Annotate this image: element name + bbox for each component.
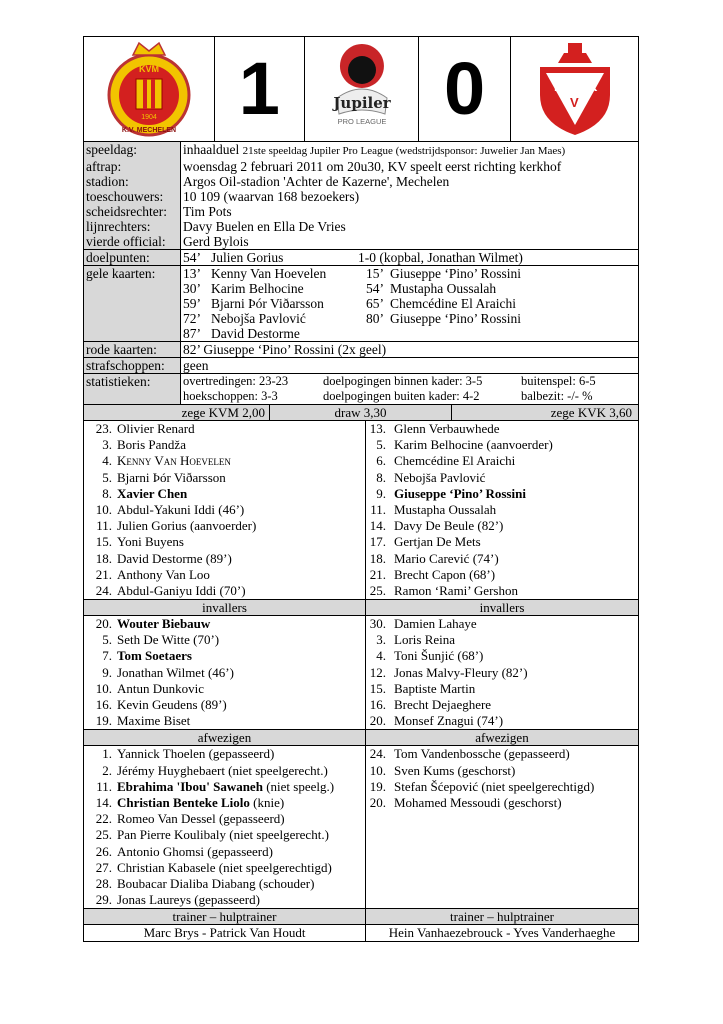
- card-player: Chemcédine El Araichi: [390, 296, 516, 311]
- speeldag-label: speeldag:: [84, 142, 181, 159]
- rode-kaarten-value: 82’ Giuseppe ‘Pino’ Rossini (2x geel): [181, 342, 639, 358]
- stat-balbezit: balbezit: -/- %: [521, 389, 593, 403]
- player-name: Yoni Buyens: [117, 534, 184, 550]
- player-number: 3.: [376, 632, 386, 648]
- player-number: 6.: [376, 453, 386, 469]
- card-minute: 80’: [366, 311, 384, 326]
- player-number: 4.: [376, 648, 386, 664]
- score-header: [84, 37, 638, 142]
- player-number: 19.: [369, 778, 386, 794]
- stat-hoekschoppen: hoekschoppen: 3-3: [183, 389, 278, 403]
- player-number: 24.: [95, 582, 112, 598]
- player-number: 14.: [95, 794, 112, 810]
- player-name: Abdul-Yakuni Iddi (46’): [117, 501, 245, 517]
- away-trainers: Hein Vanhaezebrouck - Yves Vanderhaeghe: [388, 925, 616, 941]
- absent-header: [84, 729, 638, 746]
- odds-draw: draw 3,30: [270, 405, 452, 420]
- player-number: 11.: [96, 518, 112, 534]
- player-row: [366, 616, 638, 632]
- yellow-card-entry: [183, 281, 358, 296]
- card-minute: 15’: [366, 266, 384, 281]
- player-row: [84, 502, 365, 518]
- yellow-card-entry: [358, 281, 558, 296]
- league-logo-text: Jupiler: [332, 94, 391, 112]
- player-number: 28.: [95, 875, 112, 891]
- player-row: [366, 632, 638, 648]
- gele-kaarten-label: gele kaarten:: [84, 266, 181, 342]
- card-player: David Destorme: [211, 326, 300, 341]
- player-row: [84, 453, 365, 469]
- odds-home: zege KVM 2,00: [84, 405, 270, 420]
- player-row: [366, 746, 638, 762]
- player-row: [366, 421, 638, 437]
- player-name: Kevin Geudens (89’): [117, 697, 227, 712]
- player-number: 9.: [376, 485, 386, 501]
- player-name: Tom Vandenbossche (gepasseerd): [394, 746, 570, 762]
- player-name: Abdul-Ganiyu Iddi (70’): [117, 582, 246, 598]
- card-minute: 87’: [183, 326, 201, 341]
- player-number: 20.: [369, 794, 386, 810]
- player-number: 8.: [102, 485, 112, 501]
- info-row-aftrap: [84, 159, 638, 174]
- player-name: Brecht Dejaeghere: [394, 697, 492, 712]
- yellow-card-entry: [183, 326, 358, 341]
- away-trainer-heading: trainer – hulptrainer: [366, 908, 638, 925]
- away-subs: [366, 616, 638, 729]
- player-row: [366, 681, 638, 697]
- player-row: [84, 665, 365, 681]
- player-number: 2.: [102, 762, 112, 778]
- card-player: Mustapha Oussalah: [390, 281, 497, 296]
- doelpunten-label: doelpunten:: [84, 250, 181, 266]
- home-crest-year: 1904: [140, 114, 157, 121]
- player-name: Mustapha Oussalah: [394, 501, 497, 517]
- home-trainer-heading: trainer – hulptrainer: [84, 908, 366, 925]
- player-name: Boris Pandža: [117, 437, 186, 453]
- goal-description: 1-0 (kopbal, Jonathan Wilmet): [358, 250, 523, 265]
- player-name: Mohamed Messoudi (geschorst): [394, 794, 562, 810]
- player-row: [84, 844, 365, 860]
- player-name: Christian Kabasele (niet speelgerechtigd): [117, 859, 332, 875]
- player-number: 1.: [102, 746, 112, 762]
- card-player: Giuseppe ‘Pino’ Rossini: [390, 311, 521, 326]
- away-subs-heading: invallers: [366, 599, 638, 616]
- subs-section: [84, 616, 638, 729]
- player-name: Julien Gorius (aanvoerder): [117, 518, 257, 534]
- player-name: Loris Reina: [394, 632, 456, 648]
- player-number: 17.: [369, 534, 386, 550]
- player-row: [84, 713, 365, 729]
- away-crest-letter-3: V: [569, 95, 579, 110]
- player-name: Seth De Witte (70’): [117, 632, 220, 648]
- player-name: Wouter Biebauw: [117, 616, 211, 632]
- player-number: 13.: [369, 421, 386, 436]
- player-row: [84, 892, 365, 908]
- info-row-vierde-official: [84, 234, 638, 250]
- away-starters: [366, 421, 638, 599]
- home-trainers: Marc Brys - Patrick Van Houdt: [84, 925, 366, 941]
- player-name: Stefan Šćepović (niet speelgerechtigd): [394, 778, 595, 794]
- trainer-section: [84, 925, 638, 941]
- speeldag-value: inhaalduel: [183, 142, 240, 157]
- away-crest-letter-2: K: [587, 79, 598, 94]
- player-row: [84, 876, 365, 892]
- player-name: Damien Lahaye: [394, 616, 477, 632]
- card-minute: 65’: [366, 296, 384, 311]
- player-name: Bjarni Þór Viðarsson: [117, 469, 226, 485]
- info-row-statistieken: [84, 374, 638, 405]
- strafschoppen-value: geen: [181, 358, 639, 374]
- player-name: Monsef Znagui (74’): [394, 713, 504, 729]
- yellow-card-entry: [358, 311, 558, 326]
- yellow-card-entry: [183, 266, 358, 281]
- info-row-toeschouwers: [84, 189, 638, 204]
- player-name: Davy De Beule (82’): [394, 518, 504, 534]
- card-minute: 54’: [366, 281, 384, 296]
- player-number: 11.: [370, 501, 386, 517]
- player-number: 25.: [95, 827, 112, 843]
- home-crest-letters: KVM: [138, 64, 159, 74]
- player-number: 10.: [369, 762, 386, 778]
- player-row: [84, 795, 365, 811]
- stats-row-1: [183, 374, 636, 389]
- speeldag-extra: 21ste speeldag Jupiler Pro League (wedstrijdsponsor: Juwelier Jan Maes): [242, 145, 566, 157]
- player-name: Jérémy Huyghebaert (niet speelgerecht.): [117, 762, 328, 778]
- player-name: Jonas Laureys (gepasseerd): [117, 892, 260, 908]
- player-note: (knie): [249, 794, 285, 810]
- stat-overtredingen: overtredingen: 23-23: [183, 374, 289, 388]
- yellow-card-entry: [358, 296, 558, 311]
- stat-buiten-kader: doelpogingen buiten kader: 4-2: [323, 389, 480, 403]
- info-row-doelpunten: [84, 250, 638, 266]
- vierde-official-value: Gerd Bylois: [183, 234, 249, 249]
- player-number: 16.: [95, 697, 112, 712]
- player-name: Romeo Van Dessel (gepasseerd): [117, 811, 285, 827]
- match-sheet: [83, 36, 639, 942]
- player-row: [84, 583, 365, 599]
- card-minute: 72’: [183, 311, 201, 326]
- player-row: [366, 665, 638, 681]
- player-number: 27.: [95, 859, 112, 875]
- card-player: Karim Belhocine: [211, 281, 304, 296]
- strafschoppen-label: strafschoppen:: [84, 358, 181, 374]
- away-absent: [366, 746, 638, 908]
- player-note: (niet speelg.): [262, 778, 335, 794]
- player-row: [366, 437, 638, 453]
- match-info-table: [84, 142, 638, 404]
- player-row: [84, 486, 365, 502]
- info-row-stadion: [84, 174, 638, 189]
- player-number: 23.: [95, 421, 112, 436]
- home-starters: [84, 421, 366, 599]
- player-row: [366, 827, 638, 843]
- player-number: 5.: [376, 437, 386, 453]
- player-number: 15.: [95, 534, 112, 550]
- lijnrechters-label: lijnrechters:: [84, 219, 181, 234]
- player-row: [84, 616, 365, 632]
- player-row: [366, 567, 638, 583]
- player-name: Sven Kums (geschorst): [394, 762, 516, 778]
- player-number: 20.: [95, 616, 112, 632]
- player-row: [84, 421, 365, 437]
- player-number: 22.: [95, 811, 112, 827]
- home-absent-heading: afwezigen: [84, 729, 366, 746]
- player-row: [84, 811, 365, 827]
- player-number: 21.: [95, 566, 112, 582]
- player-number: 4.: [102, 453, 112, 469]
- card-player: Nebojša Pavlović: [211, 311, 306, 326]
- player-row: [366, 795, 638, 811]
- goal-scorer: Julien Gorius: [211, 250, 284, 265]
- home-score-cell: [215, 37, 306, 141]
- player-row: [84, 437, 365, 453]
- toeschouwers-label: toeschouwers:: [84, 189, 181, 204]
- player-name: Antun Dunkovic: [117, 680, 205, 696]
- player-name: Jonas Malvy-Fleury (82’): [394, 664, 528, 680]
- player-name: Maxime Biset: [117, 713, 191, 729]
- league-logo-sub: PRO LEAGUE: [337, 117, 386, 126]
- kv-kortrijk-crest: [511, 37, 638, 141]
- player-name: Ramon ‘Rami’ Gershon: [394, 582, 518, 598]
- goal-minute: 54’: [183, 250, 201, 265]
- home-absent: [84, 746, 366, 908]
- player-name: Kenny Van Hoevelen: [117, 453, 231, 469]
- player-number: 11.: [96, 778, 112, 794]
- player-row: [84, 827, 365, 843]
- player-row: [84, 534, 365, 550]
- yellow-cards-away: [358, 266, 558, 341]
- player-name: David Destorme (89’): [117, 550, 232, 566]
- info-row-scheidsrechter: [84, 204, 638, 219]
- player-row: [84, 470, 365, 486]
- home-score: 1: [238, 47, 280, 130]
- card-player: Bjarni Þór Viðarsson: [211, 296, 324, 311]
- scheidsrechter-value: Tim Pots: [183, 204, 232, 219]
- player-number: 16.: [369, 697, 386, 712]
- player-number: 10.: [95, 501, 112, 517]
- player-row: [366, 697, 638, 713]
- trainer-header: [84, 908, 638, 925]
- player-row: [84, 551, 365, 567]
- player-number: 15.: [369, 680, 386, 696]
- player-row: [84, 648, 365, 664]
- player-name: Giuseppe ‘Pino’ Rossini: [394, 485, 526, 501]
- player-number: 7.: [102, 648, 112, 664]
- player-row: [84, 632, 365, 648]
- player-name: Christian Benteke Liolo: [117, 794, 250, 810]
- info-row-lijnrechters: [84, 219, 638, 234]
- stat-binnen-kader: doelpogingen binnen kader: 3-5: [323, 374, 483, 388]
- player-row: [366, 518, 638, 534]
- absent-section: [84, 746, 638, 908]
- player-row: [366, 892, 638, 908]
- player-name: Boubacar Dialiba Diabang (schouder): [117, 875, 315, 891]
- home-crest-name: K.V. MECHELEN: [121, 127, 176, 134]
- player-row: [366, 860, 638, 876]
- player-number: 18.: [95, 550, 112, 566]
- player-name: Gertjan De Mets: [394, 534, 481, 550]
- jupiler-pro-league-logo: [305, 37, 419, 141]
- player-name: Pan Pierre Koulibaly (niet speelgerecht.): [117, 827, 329, 843]
- odds-away: zege KVK 3,60: [550, 405, 632, 420]
- player-number: 30.: [369, 616, 386, 632]
- player-row: [366, 534, 638, 550]
- away-score: 0: [444, 47, 486, 130]
- player-number: 14.: [369, 518, 386, 534]
- player-row: [366, 486, 638, 502]
- player-row: [366, 779, 638, 795]
- aftrap-label: aftrap:: [84, 159, 181, 174]
- player-row: [366, 844, 638, 860]
- player-number: 29.: [95, 892, 112, 908]
- away-absent-heading: afwezigen: [366, 729, 638, 746]
- player-name: Olivier Renard: [117, 421, 195, 436]
- player-row: [366, 502, 638, 518]
- info-row-speeldag: [84, 142, 638, 159]
- info-row-strafschoppen: [84, 358, 638, 374]
- player-name: Glenn Verbauwhede: [394, 421, 500, 436]
- toeschouwers-value: 10 109 (waarvan 168 bezoekers): [183, 189, 360, 204]
- statistieken-label: statistieken:: [84, 374, 181, 405]
- player-row: [366, 551, 638, 567]
- player-name: Brecht Capon (68’): [394, 566, 496, 582]
- player-row: [84, 518, 365, 534]
- player-name: Anthony Van Loo: [117, 566, 210, 582]
- player-row: [84, 860, 365, 876]
- player-row: [84, 697, 365, 713]
- player-number: 5.: [102, 469, 112, 485]
- player-row: [366, 648, 638, 664]
- stats-row-2: [183, 389, 636, 404]
- yellow-card-entry: [183, 296, 358, 311]
- yellow-cards-home: [183, 266, 358, 341]
- card-minute: 59’: [183, 296, 201, 311]
- player-name: Ebrahima 'Ibou' Sawaneh: [117, 778, 263, 794]
- player-number: 8.: [376, 469, 386, 485]
- player-row: [366, 876, 638, 892]
- card-player: Kenny Van Hoevelen: [211, 266, 327, 281]
- card-player: Giuseppe ‘Pino’ Rossini: [390, 266, 521, 281]
- player-name: Jonathan Wilmet (46’): [117, 664, 234, 680]
- player-number: 25.: [369, 582, 386, 598]
- player-name: Chemcédine El Araichi: [394, 453, 516, 469]
- player-number: 26.: [95, 843, 112, 859]
- rode-kaarten-label: rode kaarten:: [84, 342, 181, 358]
- away-score-cell: [419, 37, 512, 141]
- player-name: Xavier Chen: [117, 485, 188, 501]
- player-row: [84, 681, 365, 697]
- player-number: 12.: [369, 664, 386, 680]
- home-subs: [84, 616, 366, 729]
- stat-buitenspel: buitenspel: 6-5: [521, 374, 596, 388]
- kv-mechelen-crest: [84, 37, 215, 141]
- player-name: Toni Šunjić (68’): [394, 648, 484, 664]
- aftrap-value: woensdag 2 februari 2011 om 20u30, KV speelt eerst richting kerkhof: [183, 159, 562, 174]
- player-name: Tom Soetaers: [117, 648, 192, 664]
- player-row: [366, 763, 638, 779]
- yellow-card-entry: [358, 266, 558, 281]
- info-row-gele-kaarten: [84, 266, 638, 342]
- player-number: 3.: [102, 437, 112, 453]
- yellow-card-entry: [183, 311, 358, 326]
- scheidsrechter-label: scheidsrechter:: [84, 204, 181, 219]
- player-row: [366, 811, 638, 827]
- player-name: Nebojša Pavlović: [394, 469, 486, 485]
- stadion-value: Argos Oil-stadion 'Achter de Kazerne', Mechelen: [183, 174, 450, 189]
- player-name: Yannick Thoelen (gepasseerd): [117, 746, 275, 762]
- home-subs-heading: invallers: [84, 599, 366, 616]
- player-number: 19.: [95, 713, 112, 729]
- card-minute: 30’: [183, 281, 201, 296]
- odds-bar: [84, 404, 638, 421]
- player-name: Antonio Ghomsi (gepasseerd): [117, 843, 273, 859]
- player-number: 21.: [369, 566, 386, 582]
- player-number: 24.: [369, 746, 386, 762]
- vierde-official-label: vierde official:: [84, 234, 181, 250]
- player-row: [366, 470, 638, 486]
- player-name: Baptiste Martin: [394, 680, 476, 696]
- starters-section: [84, 421, 638, 599]
- player-row: [366, 713, 638, 729]
- player-row: [84, 567, 365, 583]
- player-number: 10.: [95, 680, 112, 696]
- player-number: 9.: [102, 664, 112, 680]
- player-row: [84, 763, 365, 779]
- away-crest-letter-1: K: [553, 79, 564, 94]
- player-row: [366, 453, 638, 469]
- subs-header: [84, 599, 638, 616]
- player-name: Karim Belhocine (aanvoerder): [394, 437, 553, 453]
- player-number: 18.: [369, 550, 386, 566]
- lijnrechters-value: Davy Buelen en Ella De Vries: [183, 219, 346, 234]
- player-number: 5.: [102, 632, 112, 648]
- player-row: [366, 583, 638, 599]
- info-row-rode-kaarten: [84, 342, 638, 358]
- stadion-label: stadion:: [84, 174, 181, 189]
- player-number: 20.: [369, 713, 386, 729]
- player-name: Mario Carević (74’): [394, 550, 499, 566]
- card-minute: 13’: [183, 266, 201, 281]
- player-row: [84, 746, 365, 762]
- player-row: [84, 779, 365, 795]
